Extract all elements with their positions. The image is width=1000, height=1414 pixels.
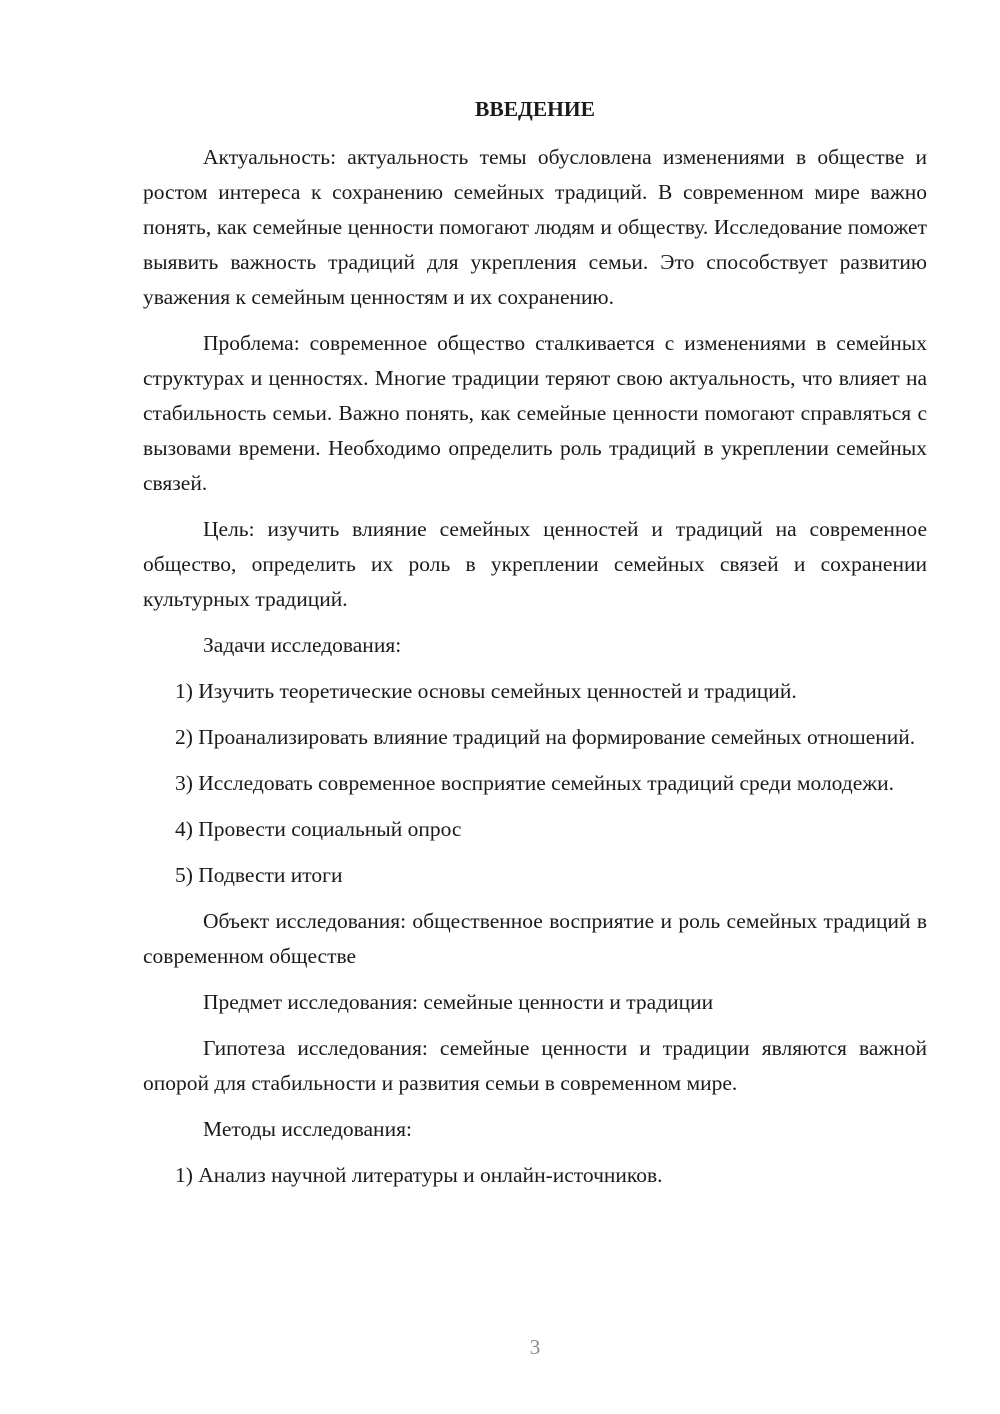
- goal-paragraph: Цель: изучить влияние семейных ценностей и традиций на современное общество, определить их роль в укреплении семейных связей и сохранении культурных традиций.: [143, 517, 927, 611]
- task-item-1: 1) Изучить теоретические основы семейных ценностей и традиций.: [175, 679, 797, 703]
- relevance-paragraph: Актуальность: актуальность темы обусловлена изменениями в обществе и ростом интереса к сохранению семейных традиций. В современном мире важно понять, как семейные ценности помогают людям и обществу. Исследование поможет выявить важность традиций для укрепления семьи. Это способствует развитию уважения к семейным ценностям и их сохранению.: [143, 145, 927, 309]
- methods-title: Методы исследования:: [203, 1117, 412, 1141]
- problem-paragraph: Проблема: современное общество сталкивается с изменениями в семейных структурах и ценностях. Многие традиции теряют свою актуальность, что влияет на стабильность семьи. Важно понять, как семейные ценности помогают справляться с вызовами времени. Необходимо определить роль традиций в укреплении семейных связей.: [143, 331, 927, 495]
- tasks-list: [143, 674, 927, 893]
- object-paragraph: Объект исследования: общественное восприятие и роль семейных традиций в современном обществе: [143, 909, 927, 968]
- method-item-1: 1) Анализ научной литературы и онлайн-источников.: [175, 1163, 663, 1187]
- task-item-3: 3) Исследовать современное восприятие семейных традиций среди молодежи.: [175, 771, 895, 795]
- task-item-5: 5) Подвести итоги: [175, 863, 343, 887]
- hypothesis-paragraph: Гипотеза исследования: семейные ценности и традиции являются важной опорой для стабильности и развития семьи в современном мире.: [143, 1036, 927, 1095]
- tasks-title: Задачи исследования:: [203, 633, 402, 657]
- subject-paragraph: Предмет исследования: семейные ценности и традиции: [203, 990, 714, 1014]
- page-number: 3: [529, 1335, 541, 1359]
- methods-list: [143, 1158, 927, 1193]
- task-item-4: 4) Провести социальный опрос: [175, 817, 462, 841]
- document-page: [143, 92, 927, 1204]
- task-item-2: 2) Проанализировать влияние традиций на формирование семейных отношений.: [175, 725, 916, 749]
- section-heading: ВВЕДЕНИЕ: [475, 97, 595, 121]
